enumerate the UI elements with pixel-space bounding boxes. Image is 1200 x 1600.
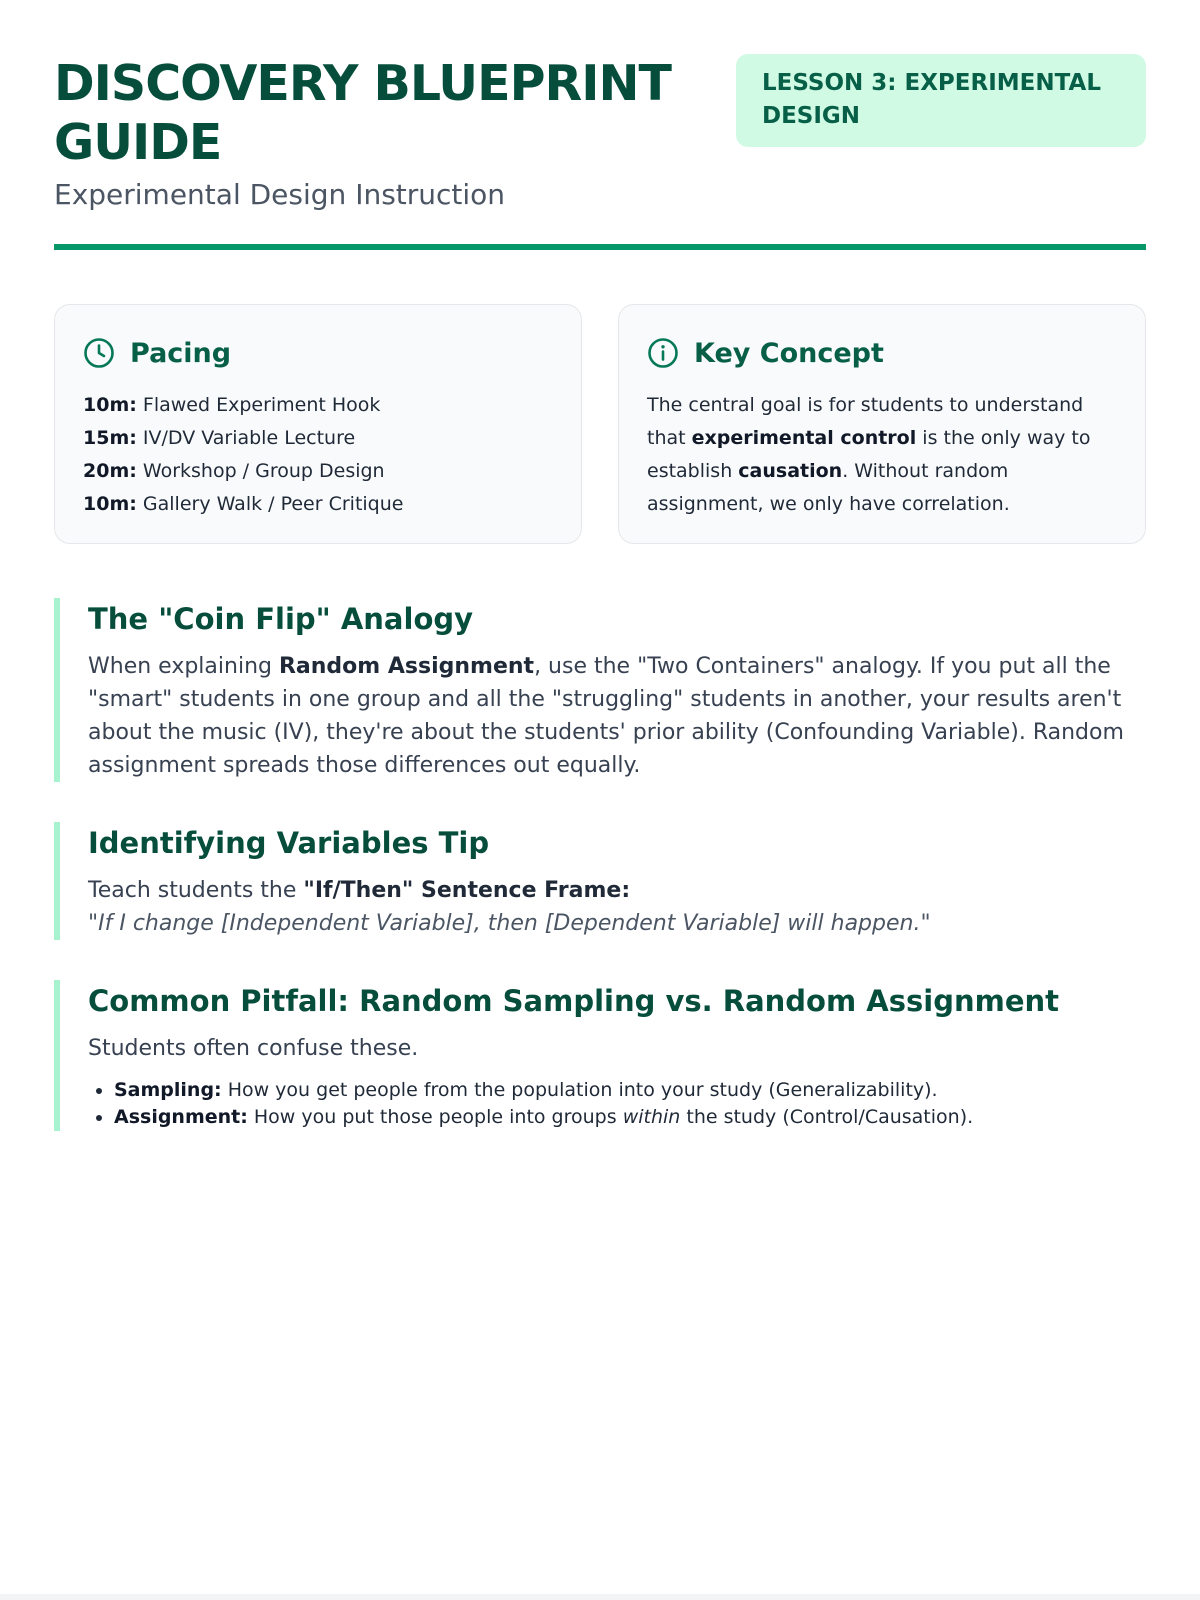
lesson-badge: LESSON 3: EXPERIMENTAL DESIGN bbox=[736, 54, 1146, 147]
pacing-item bbox=[83, 455, 553, 488]
pitfall-item-assignment bbox=[114, 1104, 1146, 1131]
coin-flip-emphasis: Random Assignment bbox=[278, 654, 535, 679]
pacing-card bbox=[54, 304, 582, 544]
pacing-activity: Flawed Experiment Hook bbox=[142, 394, 381, 416]
pacing-activity: Gallery Walk / Peer Critique bbox=[142, 493, 404, 515]
assignment-emphasis: within bbox=[622, 1106, 681, 1128]
pitfall-item-sampling bbox=[114, 1077, 1146, 1104]
page-title: DISCOVERY BLUEPRINT GUIDE bbox=[54, 55, 671, 171]
variables-tip-section bbox=[54, 822, 1146, 940]
coin-flip-section bbox=[54, 598, 1146, 782]
sampling-text: How you get people from the population into your study (Generalizability). bbox=[221, 1079, 938, 1101]
info-icon bbox=[647, 337, 679, 369]
coin-flip-title: The "Coin Flip" Analogy bbox=[88, 602, 474, 636]
assignment-text: the study (Control/Causation). bbox=[680, 1106, 974, 1128]
pacing-time: 10m: bbox=[83, 493, 137, 515]
pacing-time: 10m: bbox=[83, 394, 137, 416]
page-subtitle: Experimental Design Instruction bbox=[54, 178, 506, 211]
key-concept-card-header bbox=[647, 335, 1117, 371]
key-concept-card bbox=[618, 304, 1146, 544]
info-cards bbox=[54, 304, 1146, 544]
pitfall-title: Common Pitfall: Random Sampling vs. Random Assignment bbox=[88, 984, 1060, 1018]
concept-text-part: is the only way to establish bbox=[647, 427, 1091, 482]
pacing-activity: Workshop / Group Design bbox=[142, 460, 385, 482]
page-header bbox=[54, 54, 1146, 244]
pacing-card-header bbox=[83, 335, 553, 371]
assignment-label: Assignment: bbox=[114, 1106, 248, 1128]
pacing-activity: IV/DV Variable Lecture bbox=[142, 427, 356, 449]
variables-tip-text-part: Teach students the bbox=[88, 878, 304, 903]
pacing-item bbox=[83, 488, 553, 521]
bottom-strip bbox=[0, 1594, 1200, 1600]
coin-flip-text-part: , use the "Two Containers" analogy. If you put all the "smart" students in one group and all the "struggling" students in another, your results aren't about the music (IV), they're about the students' prior ability (Confounding Variable). Random assignment spreads those differences out equally. bbox=[88, 654, 1124, 778]
pacing-item bbox=[83, 422, 553, 455]
guide-sections bbox=[54, 598, 1146, 1131]
pacing-title: Pacing bbox=[130, 337, 232, 369]
pacing-item bbox=[83, 389, 553, 422]
pacing-time: 15m: bbox=[83, 427, 137, 449]
coin-flip-text-part: When explaining bbox=[88, 654, 279, 679]
variables-tip-title: Identifying Variables Tip bbox=[88, 826, 490, 860]
sentence-frame-label: "If/Then" Sentence Frame: bbox=[303, 878, 631, 903]
sampling-label: Sampling: bbox=[114, 1079, 222, 1101]
pitfall-section bbox=[54, 980, 1146, 1131]
key-concept-title: Key Concept bbox=[694, 337, 884, 369]
pitfall-intro: Students often confuse these. bbox=[88, 1036, 419, 1061]
concept-emphasis-control: experimental control bbox=[691, 427, 917, 449]
variables-tip-body bbox=[88, 874, 1146, 940]
concept-emphasis-causation: causation bbox=[738, 460, 843, 482]
concept-text-part: The central goal is for students to understand that bbox=[647, 394, 1084, 449]
pitfall-list bbox=[88, 1077, 1146, 1131]
concept-text-part: . Without random assignment, we only have correlation. bbox=[647, 460, 1010, 515]
assignment-text: How you put those people into groups bbox=[247, 1106, 623, 1128]
coin-flip-body bbox=[88, 650, 1146, 782]
pacing-list bbox=[83, 389, 553, 521]
key-concept-text bbox=[647, 389, 1117, 521]
sentence-frame-quote: "If I change [Independent Variable], then [Dependent Variable] will happen." bbox=[88, 911, 931, 936]
clock-icon bbox=[83, 337, 115, 369]
header-divider bbox=[54, 244, 1146, 250]
pacing-time: 20m: bbox=[83, 460, 137, 482]
